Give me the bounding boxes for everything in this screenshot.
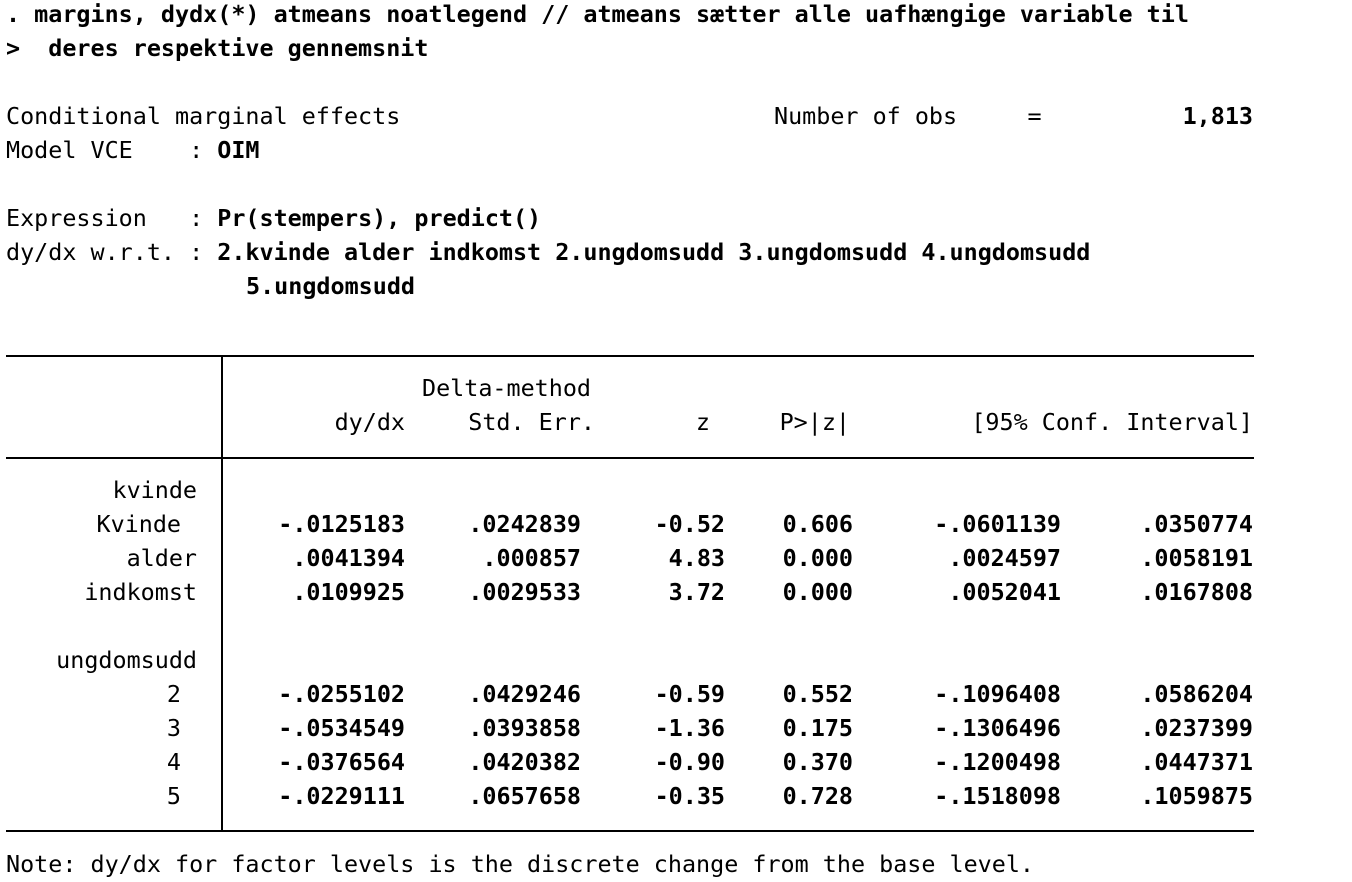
dydx-value-2: 5.ungdomsudd bbox=[246, 272, 415, 300]
cell-ci-lower: -.1518098 bbox=[934, 782, 1061, 810]
cell-ci-upper: .1059875 bbox=[1140, 782, 1253, 810]
cell-z: 3.72 bbox=[668, 578, 725, 606]
cell-stderr: .0393858 bbox=[468, 714, 581, 742]
cell-ci-lower: -.1200498 bbox=[934, 748, 1061, 776]
cell-stderr: .0657658 bbox=[468, 782, 581, 810]
table-bottom-rule bbox=[6, 830, 1254, 832]
cell-z: -0.52 bbox=[654, 510, 725, 538]
cell-stderr: .000857 bbox=[482, 544, 581, 572]
footnote: Note: dy/dx for factor levels is the discrete change from the base level. bbox=[6, 850, 1035, 878]
vce-line bbox=[6, 133, 260, 167]
cell-pvalue: 0.552 bbox=[782, 680, 853, 708]
cell-pvalue: 0.370 bbox=[782, 748, 853, 776]
cell-dydx: -.0125183 bbox=[278, 510, 405, 538]
vce-label: Model VCE : bbox=[6, 136, 218, 164]
row-label: 5 bbox=[166, 782, 181, 810]
cell-pvalue: 0.000 bbox=[782, 544, 853, 572]
cell-dydx: -.0229111 bbox=[278, 782, 405, 810]
cell-z: -0.59 bbox=[654, 680, 725, 708]
results-title: Conditional marginal effects bbox=[6, 102, 401, 130]
cell-stderr: .0420382 bbox=[468, 748, 581, 776]
cell-pvalue: 0.000 bbox=[782, 578, 853, 606]
nobs-label: Number of obs = bbox=[774, 102, 1042, 130]
table-header-rule bbox=[6, 457, 1254, 459]
group-label-kvinde: kvinde bbox=[112, 476, 197, 504]
table-top-rule bbox=[6, 355, 1254, 357]
vce-value: OIM bbox=[217, 136, 260, 164]
cell-dydx: -.0534549 bbox=[278, 714, 405, 742]
cell-ci-upper: .0237399 bbox=[1140, 714, 1253, 742]
row-label: Kvinde bbox=[96, 510, 181, 538]
cell-dydx: .0041394 bbox=[292, 544, 405, 572]
col-header-conf-interval: [95% Conf. Interval] bbox=[971, 408, 1253, 436]
cell-ci-upper: .0350774 bbox=[1140, 510, 1253, 538]
col-header-dydx: dy/dx bbox=[334, 408, 405, 436]
cell-dydx: -.0376564 bbox=[278, 748, 405, 776]
col-header-pvalue: P>|z| bbox=[779, 408, 850, 436]
cell-dydx: .0109925 bbox=[292, 578, 405, 606]
cell-ci-lower: -.1306496 bbox=[934, 714, 1061, 742]
col-header-z: z bbox=[695, 408, 710, 436]
cell-ci-lower: -.1096408 bbox=[934, 680, 1061, 708]
cell-stderr: .0429246 bbox=[468, 680, 581, 708]
command-line-2: > deres respektive gennemsnit bbox=[6, 34, 429, 62]
expression-line bbox=[6, 201, 541, 235]
nobs-value: 1,813 bbox=[1182, 102, 1253, 130]
dydx-label: dy/dx w.r.t. : bbox=[6, 238, 218, 266]
expression-label: Expression : bbox=[6, 204, 218, 232]
row-label: 4 bbox=[166, 748, 181, 776]
cell-ci-lower: -.0601139 bbox=[934, 510, 1061, 538]
command-line-1: . margins, dydx(*) atmeans noatlegend // atmeans sætter alle uafhængige variable til bbox=[6, 0, 1189, 28]
cell-pvalue: 0.728 bbox=[782, 782, 853, 810]
header-delta-method: Delta-method bbox=[422, 374, 591, 402]
cell-stderr: .0242839 bbox=[468, 510, 581, 538]
cell-z: -0.35 bbox=[654, 782, 725, 810]
cell-pvalue: 0.606 bbox=[782, 510, 853, 538]
group-label-ungdomsudd: ungdomsudd bbox=[56, 646, 197, 674]
cell-z: -0.90 bbox=[654, 748, 725, 776]
cell-ci-lower: .0052041 bbox=[948, 578, 1061, 606]
row-label: 2 bbox=[166, 680, 181, 708]
row-label: 3 bbox=[166, 714, 181, 742]
cell-ci-upper: .0586204 bbox=[1140, 680, 1253, 708]
cell-ci-upper: .0167808 bbox=[1140, 578, 1253, 606]
cell-ci-upper: .0447371 bbox=[1140, 748, 1253, 776]
expression-value: Pr(stempers), predict() bbox=[217, 204, 542, 232]
cell-z: -1.36 bbox=[654, 714, 725, 742]
cell-ci-lower: .0024597 bbox=[948, 544, 1061, 572]
cell-z: 4.83 bbox=[668, 544, 725, 572]
cell-pvalue: 0.175 bbox=[782, 714, 853, 742]
cell-ci-upper: .0058191 bbox=[1140, 544, 1253, 572]
col-header-stderr: Std. Err. bbox=[468, 408, 595, 436]
dydx-line bbox=[6, 235, 1090, 269]
table-vertical-rule bbox=[221, 355, 223, 832]
row-label: alder bbox=[126, 544, 197, 572]
cell-dydx: -.0255102 bbox=[278, 680, 405, 708]
dydx-value-1: 2.kvinde alder indkomst 2.ungdomsudd 3.ungdomsudd 4.ungdomsudd bbox=[217, 238, 1091, 266]
row-label: indkomst bbox=[84, 578, 197, 606]
cell-stderr: .0029533 bbox=[468, 578, 581, 606]
